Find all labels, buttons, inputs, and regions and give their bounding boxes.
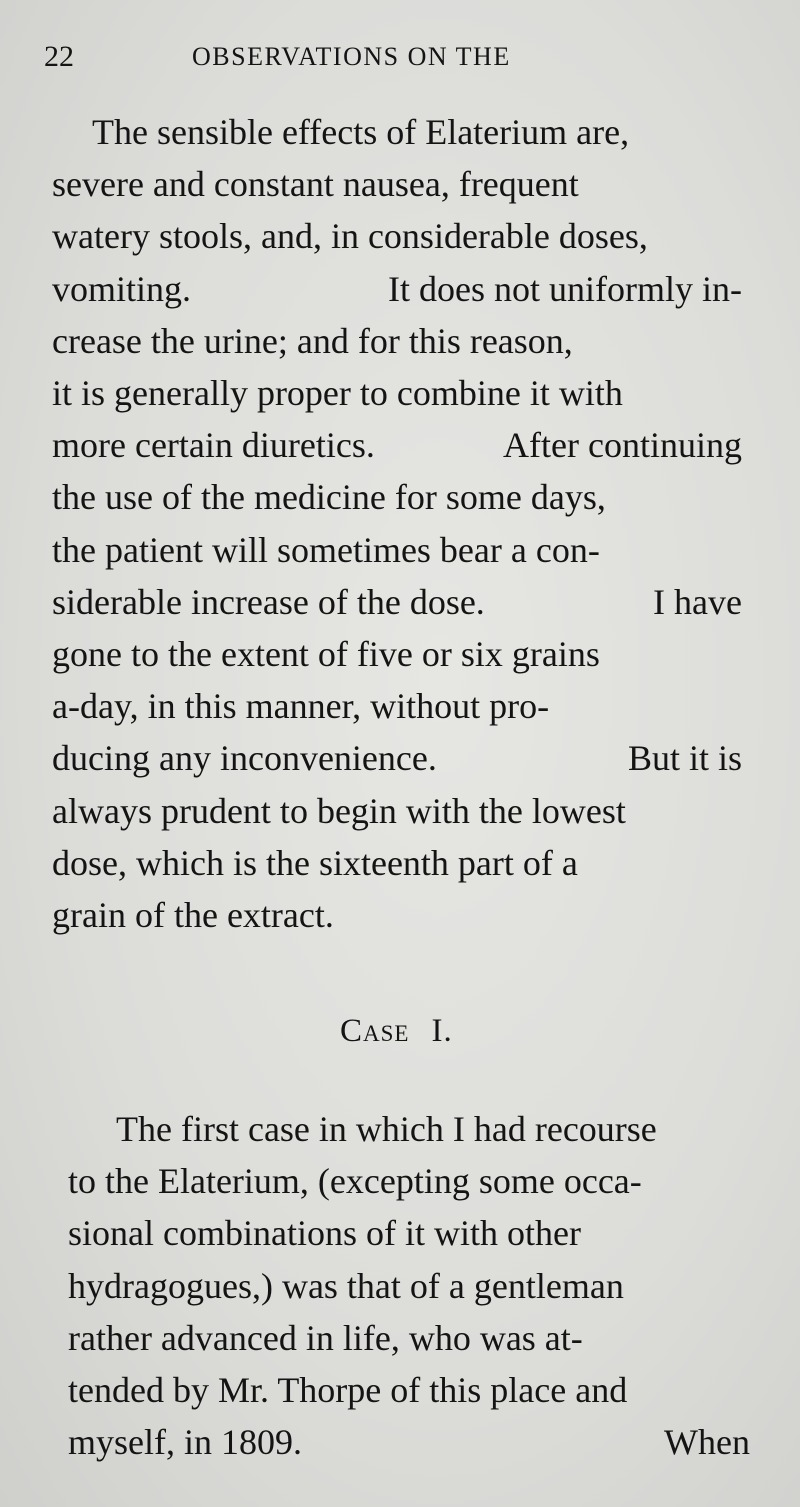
text-line-segment: vomiting. [52, 268, 192, 309]
text-line-segment: the patient will sometimes bear a con- [52, 529, 600, 570]
text-line [52, 370, 742, 416]
text-line-segment: crease the urine; and for this reason, [52, 320, 573, 361]
text-line-segment: it is generally proper to combine it with [52, 373, 623, 413]
text-line [68, 1158, 750, 1204]
text-line [52, 788, 742, 834]
text-line-segment: watery stools, and, in considerable doses, [52, 216, 648, 257]
text-line [52, 527, 742, 573]
text-line [52, 161, 742, 207]
text-line [52, 683, 742, 729]
text-line [52, 422, 742, 468]
text-line-segment: gone to the extent of five or six grains [52, 634, 600, 674]
text-line [92, 109, 742, 155]
text-line-segment: a-day, in this manner, without pro- [52, 686, 550, 727]
text-line [116, 1106, 750, 1152]
text-line [68, 1315, 750, 1361]
page-number: 22 [44, 40, 74, 73]
text-line-segment: always prudent to begin with the lowest [52, 790, 626, 831]
text-line [52, 840, 742, 886]
text-line-segment: The sensible effects of Elaterium are, [92, 112, 630, 152]
running-title: OBSERVATIONS ON THE [192, 42, 511, 71]
text-line-segment: The first case in which I had recourse [116, 1109, 657, 1149]
text-line-segment: dose, which is the sixteenth part of a [52, 842, 578, 883]
text-line-segment: siderable increase of the dose. [52, 581, 485, 622]
text-line-segment: more certain diuretics. [52, 425, 375, 466]
text-line-segment: myself, in 1809. [68, 1422, 302, 1463]
text-line-segment: rather advanced in life, who was at- [68, 1317, 583, 1358]
text-line-segment: I have [653, 581, 742, 622]
text-line [52, 474, 742, 520]
text-line-segment: It does not uniformly in- [388, 268, 742, 309]
text-line [52, 735, 742, 781]
text-line-segment: the use of the medicine for some days, [52, 477, 606, 518]
text-line-segment: After continuing [503, 425, 742, 466]
text-line [68, 1210, 750, 1256]
text-line-segment: tended by Mr. Thorpe of this place and [68, 1370, 628, 1410]
text-line [52, 213, 742, 259]
text-line-segment: hydragogues,) was that of a gentleman [68, 1265, 624, 1306]
text-line-segment: grain of the extract. [52, 895, 334, 935]
text-line-segment: ducing any inconvenience. [52, 738, 437, 779]
text-line-segment: sional combinations of it with other [68, 1213, 581, 1254]
text-line-segment: severe and constant nausea, frequent [52, 164, 579, 205]
text-line [52, 579, 742, 625]
text-line [52, 631, 742, 677]
text-line [68, 1419, 750, 1465]
case-heading-word: Case [340, 1013, 410, 1049]
text-line-segment: to the Elaterium, (excepting some occa- [68, 1161, 642, 1202]
text-line [52, 266, 742, 312]
text-line [68, 1367, 750, 1413]
text-line [68, 1263, 750, 1309]
case-heading [340, 1013, 453, 1050]
text-line [52, 892, 742, 938]
text-line-segment: When [664, 1422, 750, 1463]
case-heading-numeral: I. [431, 1013, 453, 1049]
text-line-segment: But it is [627, 738, 742, 779]
text-line [52, 318, 742, 364]
running-head [44, 40, 604, 80]
